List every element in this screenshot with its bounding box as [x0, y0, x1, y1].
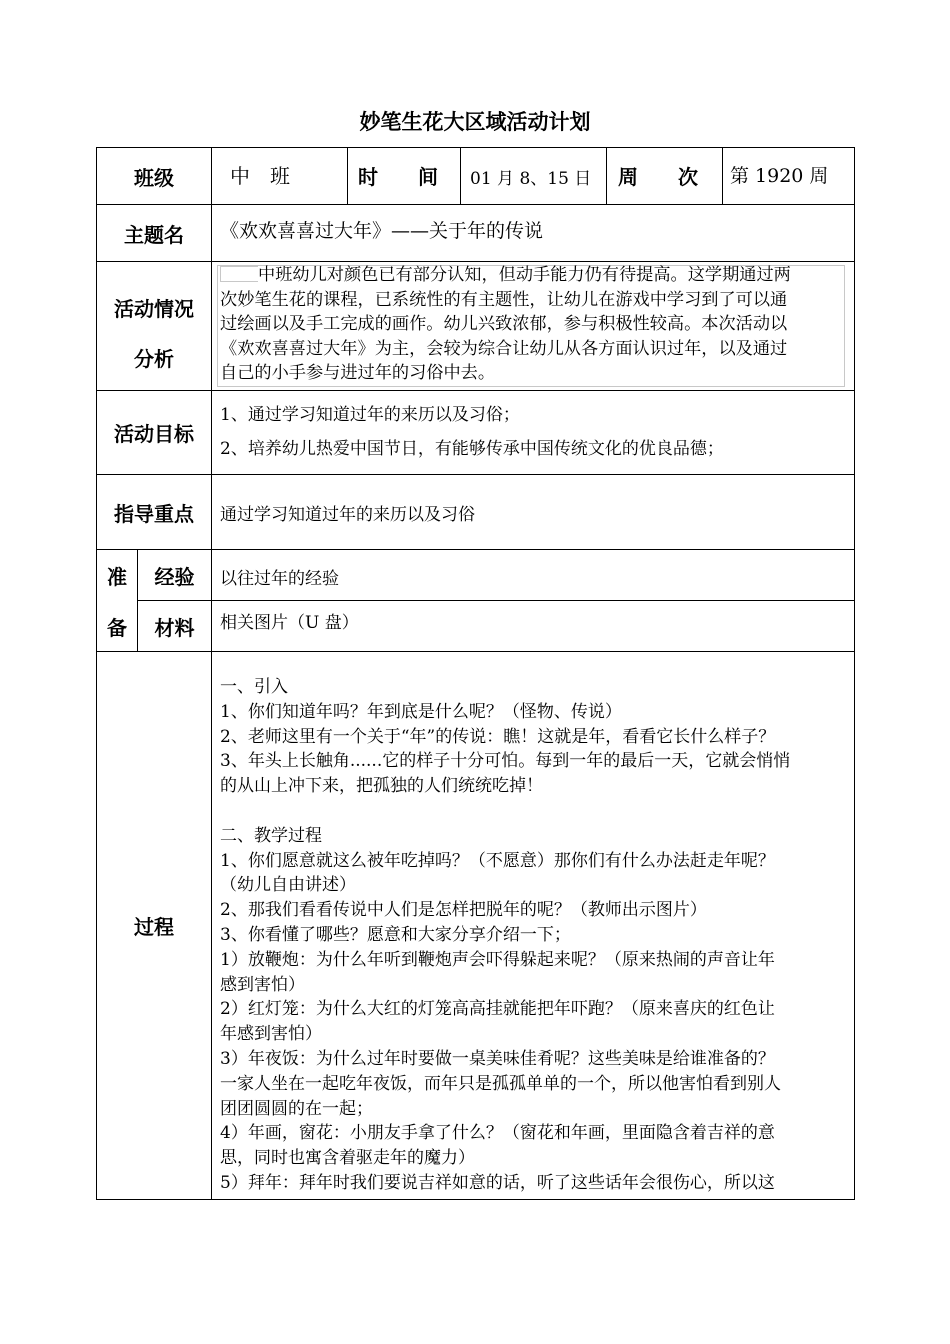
process-line: 3）年夜饭：为什么过年时要做一桌美味佳肴呢？这些美味是给谁准备的？	[220, 1048, 775, 1069]
focus-value: 通过学习知道过年的来历以及习俗	[220, 505, 475, 525]
process-line: 一家人坐在一起吃年夜饭，而年只是孤孤单单的一个，所以他害怕看到别人	[220, 1073, 781, 1094]
process-line: 4）年画，窗花：小朋友手拿了什么？（窗花和年画，里面隐含着吉祥的意	[220, 1123, 775, 1144]
analysis-line: 过绘画以及手工完成的画作。幼儿兴致浓郁，参与积极性较高。本次活动以	[220, 314, 788, 335]
process-content	[220, 675, 846, 1196]
class-value: 中 班	[230, 164, 290, 188]
table-col-divider	[347, 147, 348, 205]
table-col-divider	[460, 147, 461, 205]
analysis-line: 中班幼儿对颜色已有部分认知，但动手能力仍有待提高。这学期通过两	[258, 265, 791, 285]
process-line: 2、老师这里有一个关于“年”的传说：瞧！这就是年，看看它长什么样子？	[220, 726, 776, 747]
process-line: 一、引入	[220, 677, 288, 697]
analysis-label-line2: 分析	[134, 347, 174, 371]
analysis-line: 次妙笔生花的课程，已系统性的有主题性，让幼儿在游戏中学习到了可以通	[220, 289, 788, 310]
analysis-line: 《欢欢喜喜过大年》为主，会较为综合让幼儿从各方面认识过年，以及通过	[220, 338, 788, 359]
process-line: 二、教学过程	[220, 825, 322, 846]
table-col-divider	[211, 147, 212, 1200]
process-line: 1、你们知道年吗？年到底是什么呢？（怪物、传说）	[220, 701, 622, 722]
focus-label: 指导重点	[114, 501, 194, 526]
experience-label: 经验	[154, 564, 195, 589]
process-line: 2、那我们看看传说中人们是怎样把脱年的呢？（教师出示图片）	[220, 900, 707, 921]
analysis-line: 自己的小手参与进过年的习俗中去。	[220, 363, 496, 384]
week-label: 周 次	[618, 165, 698, 189]
analysis-paragraph	[220, 263, 846, 386]
process-line: 5）拜年：拜年时我们要说吉祥如意的话，听了这些话年会很伤心，所以这	[220, 1172, 775, 1193]
table-border-bottom	[96, 1199, 855, 1200]
goals-label: 活动目标	[114, 422, 194, 446]
analysis-label-line1: 活动情况	[114, 297, 194, 321]
process-line: （幼儿自由讲述）	[220, 875, 356, 896]
indent-marker	[220, 266, 258, 282]
goal-item: 2、培养幼儿热爱中国节日，有能够传承中国传统文化的优良品德；	[220, 439, 724, 459]
process-line: 感到害怕）	[220, 974, 305, 995]
material-label: 材料	[154, 615, 195, 640]
process-line: 思，同时也寓含着驱走年的魔力）	[220, 1148, 475, 1169]
page-title: 妙笔生花大区域活动计划	[359, 110, 591, 134]
process-line: 团团圆圆的在一起；	[220, 1098, 373, 1119]
table-col-divider	[606, 147, 607, 205]
table-border-right	[854, 147, 855, 1200]
table-row-divider	[137, 600, 855, 601]
material-value: 相关图片（U 盘）	[220, 613, 359, 633]
time-value: 01 月 8、15 日	[470, 169, 592, 189]
experience-value: 以往过年的经验	[220, 569, 339, 589]
goals-list	[220, 398, 850, 466]
process-line: 3、年头上长触角......它的样子十分可怕。每到一年的最后一天，它就会悄悄	[220, 751, 791, 772]
goal-item: 1、通过学习知道过年的来历以及习俗；	[220, 405, 520, 425]
theme-label: 主题名	[124, 222, 184, 247]
process-line: 1）放鞭炮：为什么年听到鞭炮声会吓得躲起来呢？（原来热闹的声音让年	[220, 949, 775, 970]
prep-label-1: 准	[107, 564, 127, 589]
time-label: 时 间	[358, 165, 438, 189]
process-line: 1、你们愿意就这么被年吃掉吗？（不愿意）那你们有什么办法赶走年呢？	[220, 850, 775, 871]
process-label: 过程	[134, 915, 174, 939]
table-row-divider	[96, 261, 855, 262]
table-col-divider	[722, 147, 723, 205]
process-line: 年感到害怕）	[220, 1024, 322, 1045]
process-line: 3、你看懂了哪些？愿意和大家分享介绍一下；	[220, 924, 571, 945]
process-blank-line	[220, 799, 846, 824]
class-label: 班级	[134, 165, 174, 190]
week-value: 第 1920 周	[730, 165, 829, 187]
theme-value: 《欢欢喜喜过大年》——关于年的传说	[220, 220, 544, 242]
prep-label-2: 备	[107, 615, 127, 640]
process-line: 的从山上冲下来，把孤独的人们统统吃掉！	[220, 776, 543, 797]
analysis-label	[97, 284, 211, 384]
process-line: 2）红灯笼：为什么大红的灯笼高高挂就能把年吓跑？（原来喜庆的红色让	[220, 999, 775, 1020]
